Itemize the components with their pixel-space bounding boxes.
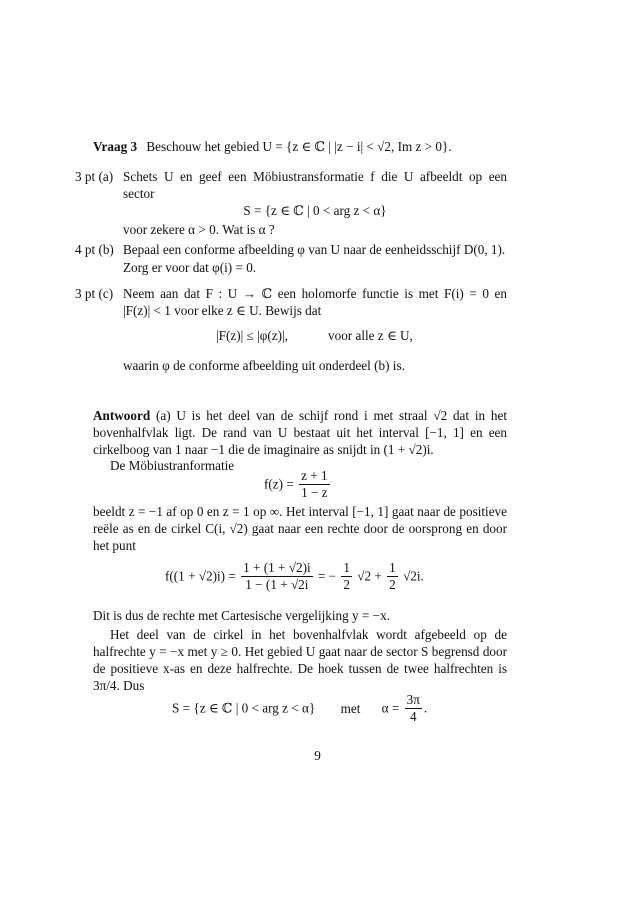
part-a-line2: sector [123, 186, 155, 201]
sector-formula [172, 692, 427, 725]
alpha-denominator: 4 [409, 708, 417, 724]
point-eq-numerator: 1 + (1 + √2)i [243, 560, 311, 575]
question-intro: Beschouw het gebied U = {z ∈ ℂ | |z − i| < √2, Im z > 0}. [146, 139, 452, 154]
part-c-line2: |F(z)| < 1 voor elke z ∈ U. Bewijs dat [123, 303, 322, 318]
point-eq-mid: = − [317, 568, 337, 584]
page-number: 9 [314, 748, 321, 763]
answer-label: Antwoord [93, 408, 151, 423]
mobius-denominator: 1 − z [301, 484, 328, 500]
alpha-end: . [423, 700, 428, 716]
point-eq-half-2-num: 1 [389, 560, 396, 575]
point-eq-fraction [241, 560, 313, 593]
answer-para5: Het deel van de cirkel in het bovenhalfvlak wordt afgebeeld op de halfrechte y = −x met y ≥ 0. Het gebied U gaat naar de sector S begrensd door de positieve x-as en deze halfrechte. De hoek tussen de twee halfrechten is 3π/4. Dus [93, 627, 507, 693]
sector-met: met [340, 700, 361, 716]
mobius-fraction [299, 468, 329, 501]
answer-paragraph-1 [93, 408, 507, 459]
part-b-line2: Zorg er voor dat φ(i) = 0. [123, 260, 257, 275]
question-heading [93, 139, 452, 156]
mobius-formula [264, 468, 332, 501]
alpha-fraction [405, 692, 422, 725]
part-c-formula-right: voor alle z ∈ U, [328, 328, 413, 343]
part-c-points: 3 pt (c) [75, 286, 114, 301]
part-c-line3: waarin φ de conforme afbeelding uit onderdeel (b) is. [123, 358, 405, 373]
answer-para2: De Möbiustranformatie [110, 458, 235, 473]
part-a-line1: Schets U en geef een Möbiustransformatie f die U afbeeldt op een [123, 169, 507, 184]
question-label: Vraag 3 [93, 139, 138, 154]
part-a-formula: S = {z ∈ ℂ | 0 < arg z < α} [243, 203, 387, 218]
sector-set: S = {z ∈ ℂ | 0 < arg z < α} [172, 700, 316, 716]
point-eq-denominator: 1 − (1 + √2i [245, 576, 309, 592]
point-eq-half-1-den: 2 [343, 576, 350, 592]
answer-para1-text: (a) U is het deel van de schijf rond i met straal √2 dat in het bovenhalfvlak ligt. De rand van U bestaat uit het interval [−1, 1] en een cirkelboog van 1 naar −1 die de imaginaire as snijdt in (1 + √2)i. [93, 408, 507, 457]
point-eq-term-2: √2i. [403, 568, 424, 584]
part-a-line3: voor zekere α > 0. Wat is α ? [123, 222, 275, 237]
part-b-points: 4 pt (b) [75, 242, 114, 257]
part-c-line1: Neem aan dat F : U → ℂ een holomorfe functie is met F(i) = 0 en [123, 286, 507, 301]
point-eq-lhs: f((1 + √2)i) = [165, 568, 236, 584]
point-eq-term-1: √2 + [357, 568, 382, 584]
point-eq-half-2-den: 2 [389, 576, 396, 592]
point-eq-half-2 [387, 560, 398, 593]
answer-para3: beeldt z = −1 af op 0 en z = 1 op ∞. Het interval [−1, 1] gaat naar de positieve reële as en de cirkel C(i, √2) gaat naar een rechte door de oorsprong en door het punt [93, 504, 507, 553]
part-c-formula-left: |F(z)| ≤ |φ(z)|, [216, 328, 288, 343]
mobius-lhs: f(z) = [264, 476, 294, 492]
point-equation [165, 560, 424, 593]
alpha-lhs: α = [381, 700, 400, 716]
part-b-line1: Bepaal een conforme afbeelding φ van U naar de eenheidsschijf D(0, 1). [123, 242, 506, 257]
point-eq-half-1 [341, 560, 352, 593]
alpha-numerator: 3π [406, 692, 420, 707]
part-a-points: 3 pt (a) [75, 169, 114, 184]
point-eq-half-1-num: 1 [343, 560, 350, 575]
mobius-numerator: z + 1 [301, 468, 328, 483]
answer-para4: Dit is dus de rechte met Cartesische vergelijking y = −x. [93, 608, 390, 623]
